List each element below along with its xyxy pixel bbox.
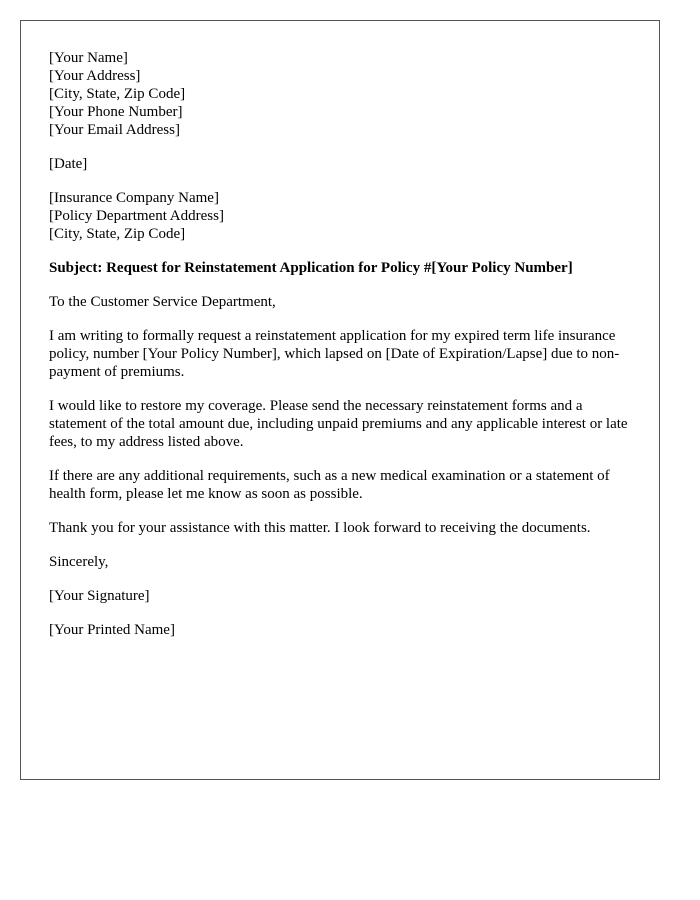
paragraph: I am writing to formally request a reinstatement application for my expired term life insurance policy, number [Your Policy Number], which lapsed on [Date of Expiration/Lapse] due to non-payment of premiums. <box>49 328 620 380</box>
paragraph: If there are any additional requirements, such as a new medical examination or a statement of health form, please let me know as soon as possible. <box>49 468 610 502</box>
sender-phone: [Your Phone Number] <box>49 104 183 120</box>
sender-email: [Your Email Address] <box>49 122 180 138</box>
sender-address: [Your Address] <box>49 68 141 84</box>
closing: Sincerely, <box>49 554 109 570</box>
subject-line: Subject: Request for Reinstatement Application for Policy #[Your Policy Number] <box>49 260 573 276</box>
printed-name: [Your Printed Name] <box>49 622 175 638</box>
recipient-address: [Policy Department Address] <box>49 208 224 224</box>
signature: [Your Signature] <box>49 588 150 604</box>
salutation: To the Customer Service Department, <box>49 294 276 310</box>
letter <box>20 20 660 780</box>
recipient-block <box>49 189 631 243</box>
sender-city: [City, State, Zip Code] <box>49 86 186 102</box>
sender-block <box>49 49 631 139</box>
sender-name: [Your Name] <box>49 50 128 66</box>
paragraph: Thank you for your assistance with this matter. I look forward to receiving the documents. <box>49 520 591 536</box>
paragraph: I would like to restore my coverage. Please send the necessary reinstatement forms and a statement of the total amount due, including unpaid premiums and any applicable interest or late fees, to my address listed above. <box>49 398 628 450</box>
date: [Date] <box>49 156 88 172</box>
recipient-company: [Insurance Company Name] <box>49 190 219 206</box>
recipient-city: [City, State, Zip Code] <box>49 226 186 242</box>
